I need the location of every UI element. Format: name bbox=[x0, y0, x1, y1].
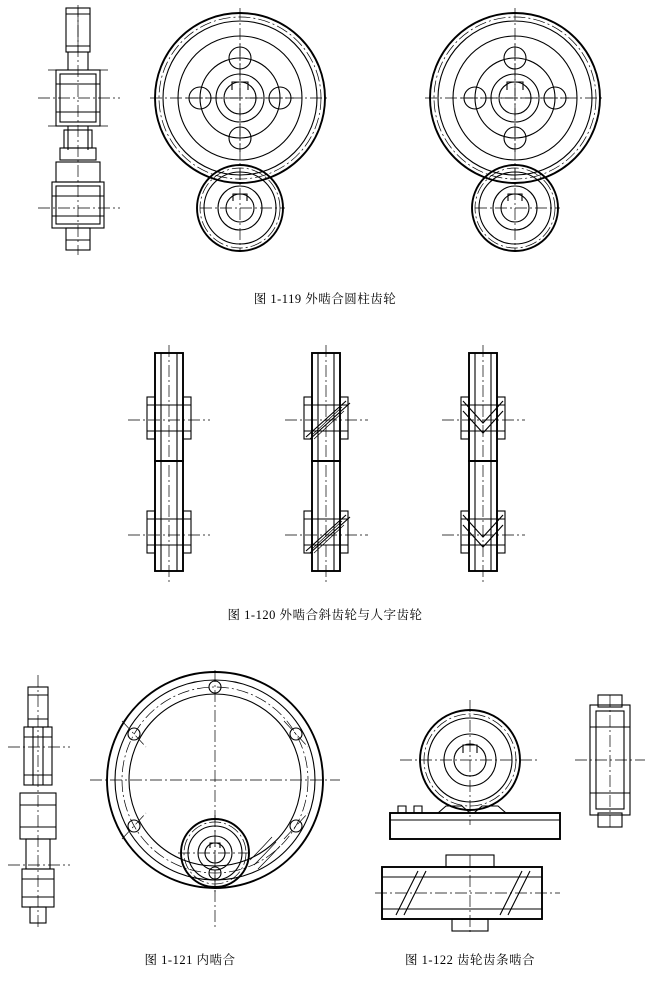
fig-1-119-drawing bbox=[0, 0, 650, 280]
figure-1-119 bbox=[0, 0, 650, 280]
figure-1-121-caption: 图 1-121 内啮合 bbox=[144, 953, 236, 967]
helical-gear-pair-view bbox=[285, 345, 368, 583]
fig-1-121-122-drawing bbox=[0, 665, 650, 945]
figure-1-122-caption: 图 1-122 齿轮齿条啮合 bbox=[405, 953, 535, 967]
herringbone-gear-pair-view bbox=[442, 345, 525, 583]
figure-1-119-caption: 图 1-119 外啮合圆柱齿轮 bbox=[253, 292, 397, 306]
figure-1-121-122 bbox=[0, 665, 650, 945]
rack-pinion-front-view bbox=[390, 700, 560, 839]
gear-pair-front-view-left bbox=[150, 8, 330, 251]
internal-gear-section-view bbox=[8, 675, 70, 930]
gear-pair-front-view-right bbox=[425, 8, 605, 251]
rack-pinion-top-view bbox=[375, 855, 560, 933]
internal-gear-front-view bbox=[90, 670, 340, 930]
figure-1-120-caption: 图 1-120 外啮合斜齿轮与人字齿轮 bbox=[227, 608, 423, 622]
rack-pinion-side-view bbox=[575, 695, 645, 830]
spur-gear-pair-view bbox=[128, 345, 210, 583]
shaft-section-view bbox=[38, 5, 120, 255]
figure-1-120 bbox=[0, 335, 650, 595]
fig-1-120-drawing bbox=[0, 335, 650, 595]
